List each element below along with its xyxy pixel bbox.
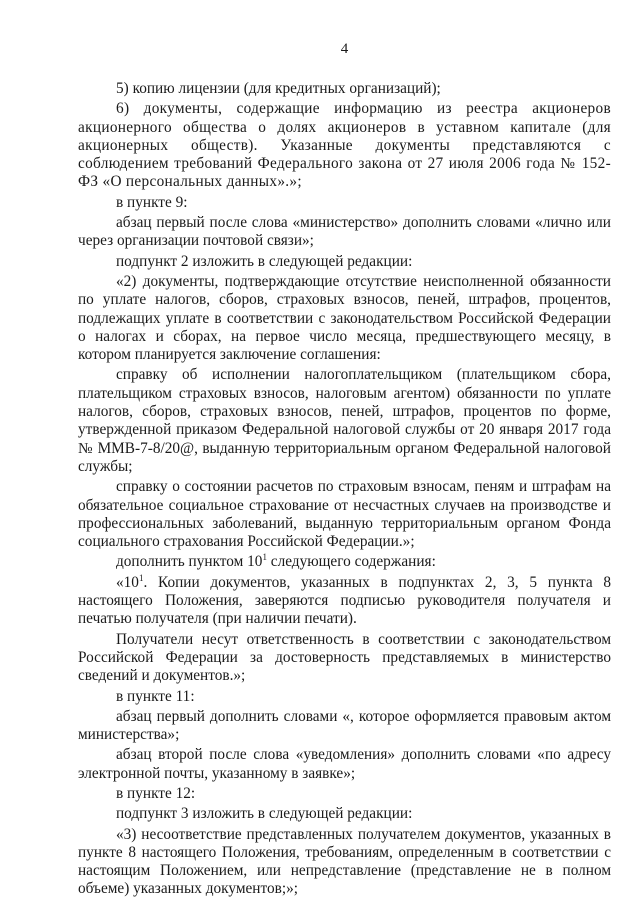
paragraph-point-12: в пункте 12: bbox=[116, 784, 196, 802]
paragraph-subpoint-2-heading: подпункт 2 изложить в следующей редакции: bbox=[116, 252, 413, 270]
paragraph-point-11: в пункте 11: bbox=[116, 687, 195, 705]
text-segment: следующего содержания: bbox=[266, 553, 436, 571]
paragraph-point-9: в пункте 9: bbox=[116, 193, 188, 211]
superscript: 1 bbox=[262, 552, 267, 563]
text-segment: . Копии документов, указанных в подпунктах 2, 3, 5 пункта 8 настоящего Положения, заверяются подписью руководителя получателя и печатью получателя (при наличии печати). bbox=[78, 573, 611, 628]
paragraph-tax-certificate: справку об исполнении налогоплательщиком (плательщиком сбора, плательщиком страховых взносов, налоговым агентом) обязанности по уплате налогов, сборов, страховых взносов, пеней, штрафов, процентов по форме, утвержденной приказом Федеральной налоговой службы от 20 января 2017 года № ММВ-7-8/20@, выданную территориальным органом Федеральной налоговой службы; bbox=[78, 366, 611, 475]
paragraph-shareholder-registry: 6) документы, содержащие информацию из реестра акционеров акционерного общества о долях акционеров в уставном капитале (для акционерных обществ). Указанные документы представляются с соблюдением требований Федерального закона от 27 июля 2006 года № 152-ФЗ «О персональных данных».»; bbox=[78, 100, 611, 191]
paragraph-subpoint-3-heading: подпункт 3 изложить в следующей редакции: bbox=[116, 805, 413, 823]
paragraph-subpoint-2-text: «2) документы, подтверждающие отсутствие неисполненной обязанности по уплате налогов, сборов, страховых взносов, пеней, штрафов, процентов, подлежащих уплате в соответствии с законодательством Российской Федерации о налогах и сборах, на первое число месяца, предшествующего месяцу, в котором планируется заключение соглашения: bbox=[78, 272, 611, 364]
text-segment: дополнить пунктом 10 bbox=[116, 553, 263, 571]
paragraph-point-10-1-text bbox=[78, 574, 611, 629]
paragraph-abzac-first-point-11: абзац первый дополнить словами «, которое оформляется правовым актом министерства»; bbox=[78, 707, 611, 744]
superscript: 1 bbox=[138, 572, 144, 583]
page-number: 4 bbox=[340, 41, 349, 57]
paragraph-abzac-second-point-11: абзац второй после слова «уведомления» дополнить словами «по адресу электронной почты, указанному в заявке»; bbox=[78, 746, 611, 782]
paragraph-license-copy: 5) копию лицензии (для кредитных организаций); bbox=[116, 80, 441, 97]
paragraph-subpoint-3-text: «3) несоответствие представленных получателем документов, указанных в пункте 8 настоящего Положения, требованиям, определенным в соответствии с настоящим Положением, или непредставление (представление не в полном объеме) указанных документов;»; bbox=[78, 825, 611, 898]
text-segment: «10 bbox=[116, 573, 139, 591]
paragraph-abzac-first-point-9: абзац первый после слова «министерство» дополнить словами «лично или через организации почтовой связи»; bbox=[78, 214, 611, 250]
paragraph-add-point-10-1 bbox=[78, 553, 611, 571]
paragraph-responsibility: Получатели несут ответственность в соответствии с законодательством Российской Федерации за достоверность представляемых в министерство сведений и документов.»; bbox=[78, 630, 611, 685]
paragraph-insurance-certificate: справку о состоянии расчетов по страховым взносам, пеням и штрафам на обязательное социальное страхование от несчастных случаев на производстве и профессиональных заболеваний, выданную территориальным органом Фонда социального страхования Российской Федерации.»; bbox=[78, 478, 611, 551]
